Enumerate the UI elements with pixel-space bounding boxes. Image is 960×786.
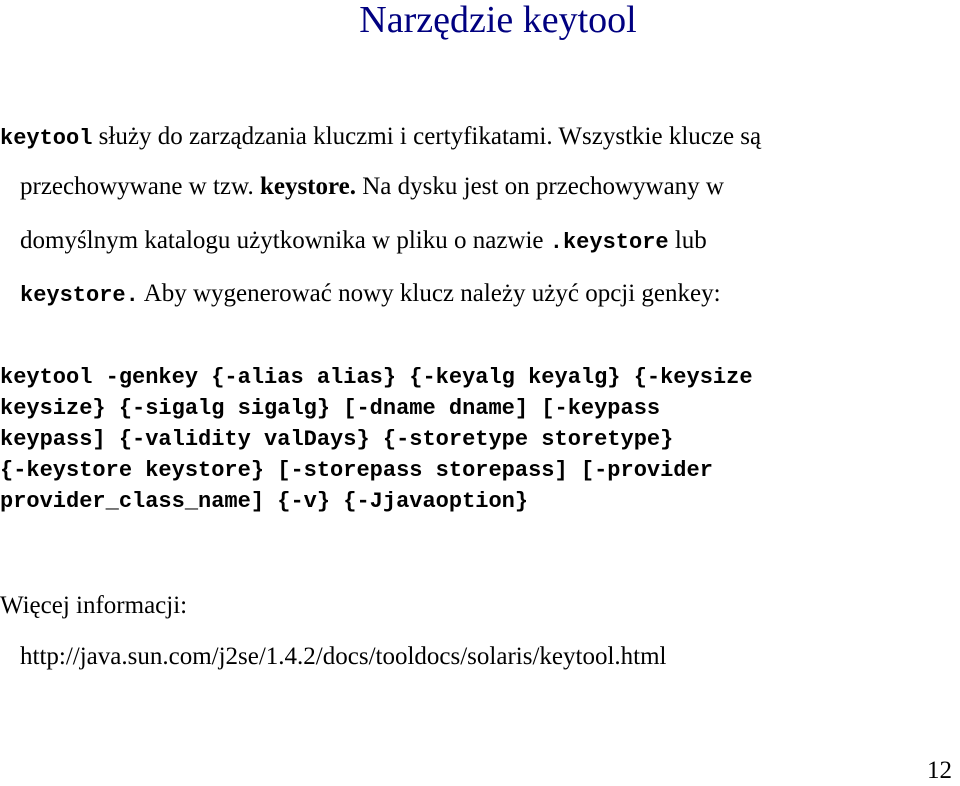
code-line-3: keypass] {-validity valDays} {-storetype storetype}: [0, 427, 674, 452]
keytool-command: keytool: [0, 126, 93, 151]
intro-line-1: [0, 122, 761, 154]
keytool-docs-link[interactable]: http://java.sun.com/j2se/1.4.2/docs/tooldocs/solaris/keytool.html: [20, 643, 667, 670]
intro-line-3: [20, 226, 707, 258]
more-info-label: Więcej informacji:: [0, 592, 188, 619]
page-number: 12: [927, 757, 952, 784]
code-line-4: {-keystore keystore} [-storepass storepass] [-provider: [0, 458, 713, 483]
keystore-file-hidden: .keystore: [549, 230, 669, 255]
intro-text-3a: domyślnym katalogu użytkownika w pliku o nazwie: [20, 227, 550, 254]
intro-text-3b: lub: [668, 227, 707, 254]
intro-text-2a: przechowywane w tzw.: [20, 173, 260, 200]
intro-line-2: [20, 172, 724, 202]
code-line-5: provider_class_name] {-v} {-Jjavaoption}: [0, 489, 529, 514]
code-line-2: keysize} {-sigalg sigalg} [-dname dname] [-keypass: [0, 396, 661, 421]
intro-text-1: służy do zarządzania kluczmi i certyfikatami. Wszystkie klucze są: [92, 123, 762, 150]
code-line-1: keytool -genkey {-alias alias} {-keyalg keyalg} {-keysize: [0, 365, 753, 390]
keystore-file: keystore.: [20, 283, 139, 308]
keystore-term: keystore.: [259, 173, 356, 200]
slide-title: Narzędzie keytool: [359, 0, 637, 41]
intro-line-4: [20, 279, 721, 311]
intro-text-4: Aby wygenerować nowy klucz należy użyć opcji genkey:: [138, 280, 721, 307]
intro-text-2b: Na dysku jest on przechowywany w: [356, 173, 724, 200]
